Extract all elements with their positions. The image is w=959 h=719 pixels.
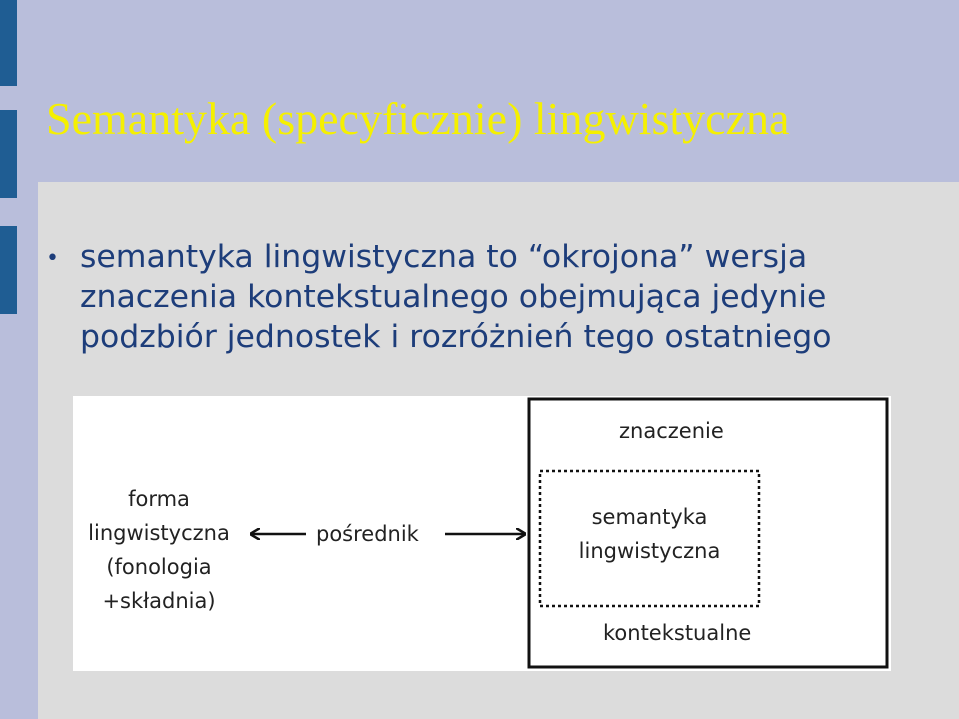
accent-bar-top [0,0,17,86]
bullet-item [46,237,936,357]
mediator-label: pośrednik [316,522,419,546]
accent-bar-middle [0,110,17,198]
accent-bar-bottom [0,226,17,314]
bullet-line: znaczenia kontekstualnego obejmująca jedynie [80,279,827,315]
slide-title: Semantyka (specyficznie) lingwistyczna [46,93,790,144]
form-line: forma [128,487,190,511]
contextual-label: kontekstualne [603,621,752,645]
form-line: lingwistyczna [88,521,230,545]
meaning-label: znaczenie [619,419,724,443]
form-line: +składnia) [102,589,216,613]
semantics-line: lingwistyczna [578,539,721,563]
semantics-line: semantyka [591,505,708,529]
bullet-dot-icon: • [46,246,59,271]
bullet-line: semantyka lingwistyczna to “okrojona” wersja [80,239,808,275]
linguistic-form-label [73,482,245,618]
form-line: (fonologia [106,555,212,579]
semantics-label [540,500,759,568]
meaning-diagram [73,396,891,671]
bullet-line: podzbiór jednostek i rozróżnień tego ostatniego [80,319,832,355]
